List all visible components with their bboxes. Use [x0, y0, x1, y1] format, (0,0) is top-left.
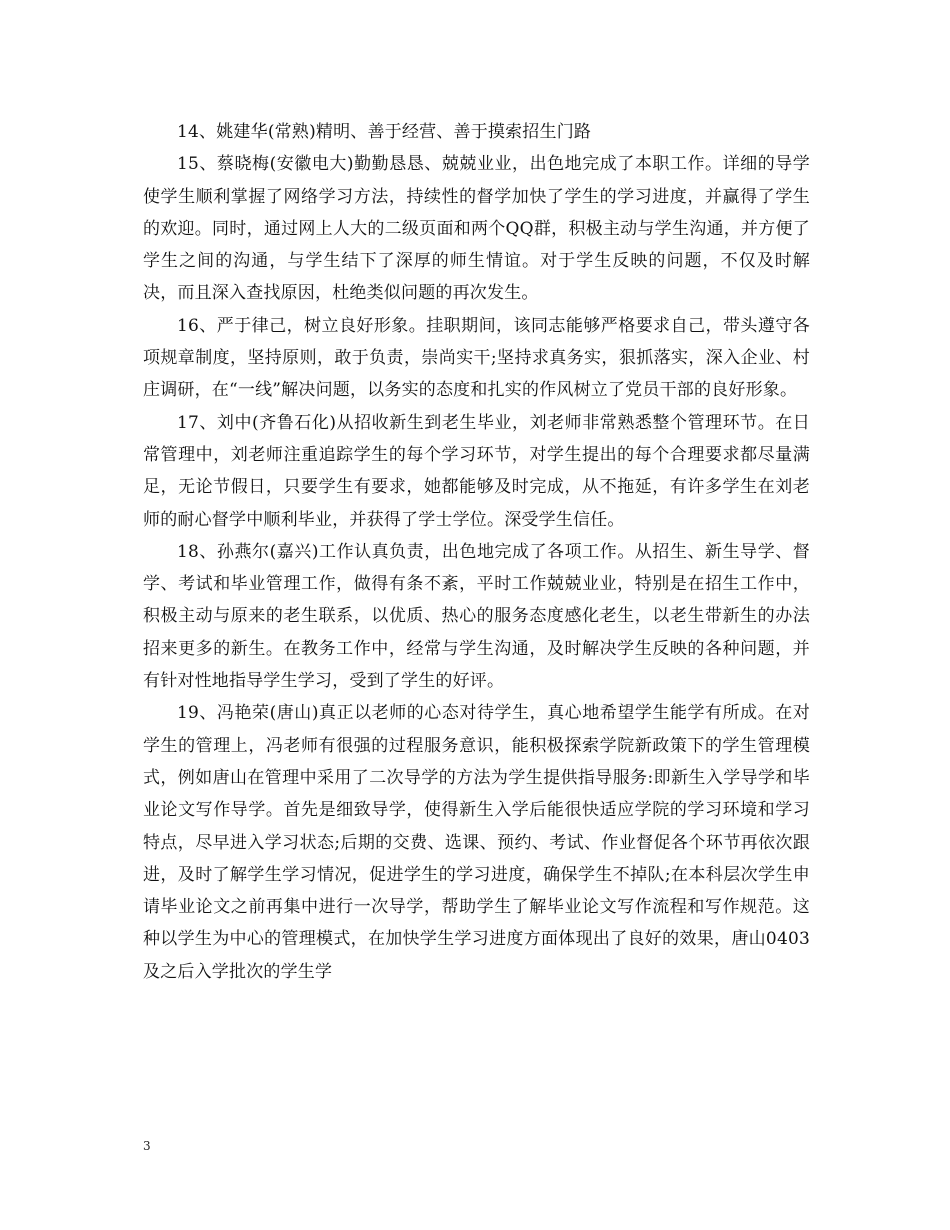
paragraph-17: 17、刘中(齐鲁石化)从招收新生到老生毕业，刘老师非常熟悉整个管理环节。在日常管理中，刘老师注重追踪学生的每个学习环节，对学生提出的每个合理要求都尽量满足，无论节假日，只要学生有要求，她都能够及时完成，从不拖延，有许多学生在刘老师的耐心督学中顺利毕业，并获得了学士学位。深受学生信任。 [143, 412, 810, 530]
body-text [143, 116, 810, 988]
page-number: 3 [143, 1139, 151, 1153]
paragraph-16: 16、严于律己，树立良好形象。挂职期间，该同志能够严格要求自己，带头遵守各项规章制度，坚持原则，敢于负责，崇尚实干;坚持求真务实，狠抓落实，深入企业、村庄调研，在“一线”解决问题，以务实的态度和扎实的作风树立了党员干部的良好形象。 [143, 315, 810, 401]
paragraph-14: 14、姚建华(常熟)精明、善于经营、善于摸索招生门路 [177, 122, 592, 142]
paragraph-19: 19、冯艳荣(唐山)真正以老师的心态对待学生，真心地希望学生能学有所成。在对学生的管理上，冯老师有很强的过程服务意识，能积极探索学院新政策下的学生管理模式，例如唐山在管理中采用了二次导学的方法为学生提供指导服务:即新生入学导学和毕业论文写作导学。首先是细致导学，使得新生入学后能很快适应学院的学习环境和学习特点，尽早进入学习状态;后期的交费、选课、预约、考试、作业督促各个环节再依次跟进，及时了解学生学习情况，促进学生的学习进度，确保学生不掉队;在本科层次学生申请毕业论文之前再集中进行一次导学，帮助学生了解毕业论文写作流程和写作规范。这种以学生为中心的管理模式，在加快学生学习进度方面体现出了良好的效果，唐山0403及之后入学批次的学生学 [143, 703, 810, 982]
paragraph-15: 15、蔡晓梅(安徽电大)勤勤恳恳、兢兢业业，出色地完成了本职工作。详细的导学使学生顺利掌握了网络学习方法，持续性的督学加快了学生的学习进度，并赢得了学生的欢迎。同时，通过网上人大的二级页面和两个QQ群，积极主动与学生沟通，并方便了学生之间的沟通，与学生结下了深厚的师生情谊。对于学生反映的问题，不仅及时解决，而且深入查找原因，杜绝类似问题的再次发生。 [143, 154, 810, 304]
paragraph-18: 18、孙燕尔(嘉兴)工作认真负责，出色地完成了各项工作。从招生、新生导学、督学、考试和毕业管理工作，做得有条不紊，平时工作兢兢业业，特别是在招生工作中，积极主动与原来的老生联系，以优质、热心的服务态度感化老生，以老生带新生的办法招来更多的新生。在教务工作中，经常与学生沟通，及时解决学生反映的各种问题，并有针对性地指导学生学习，受到了学生的好评。 [143, 541, 810, 692]
